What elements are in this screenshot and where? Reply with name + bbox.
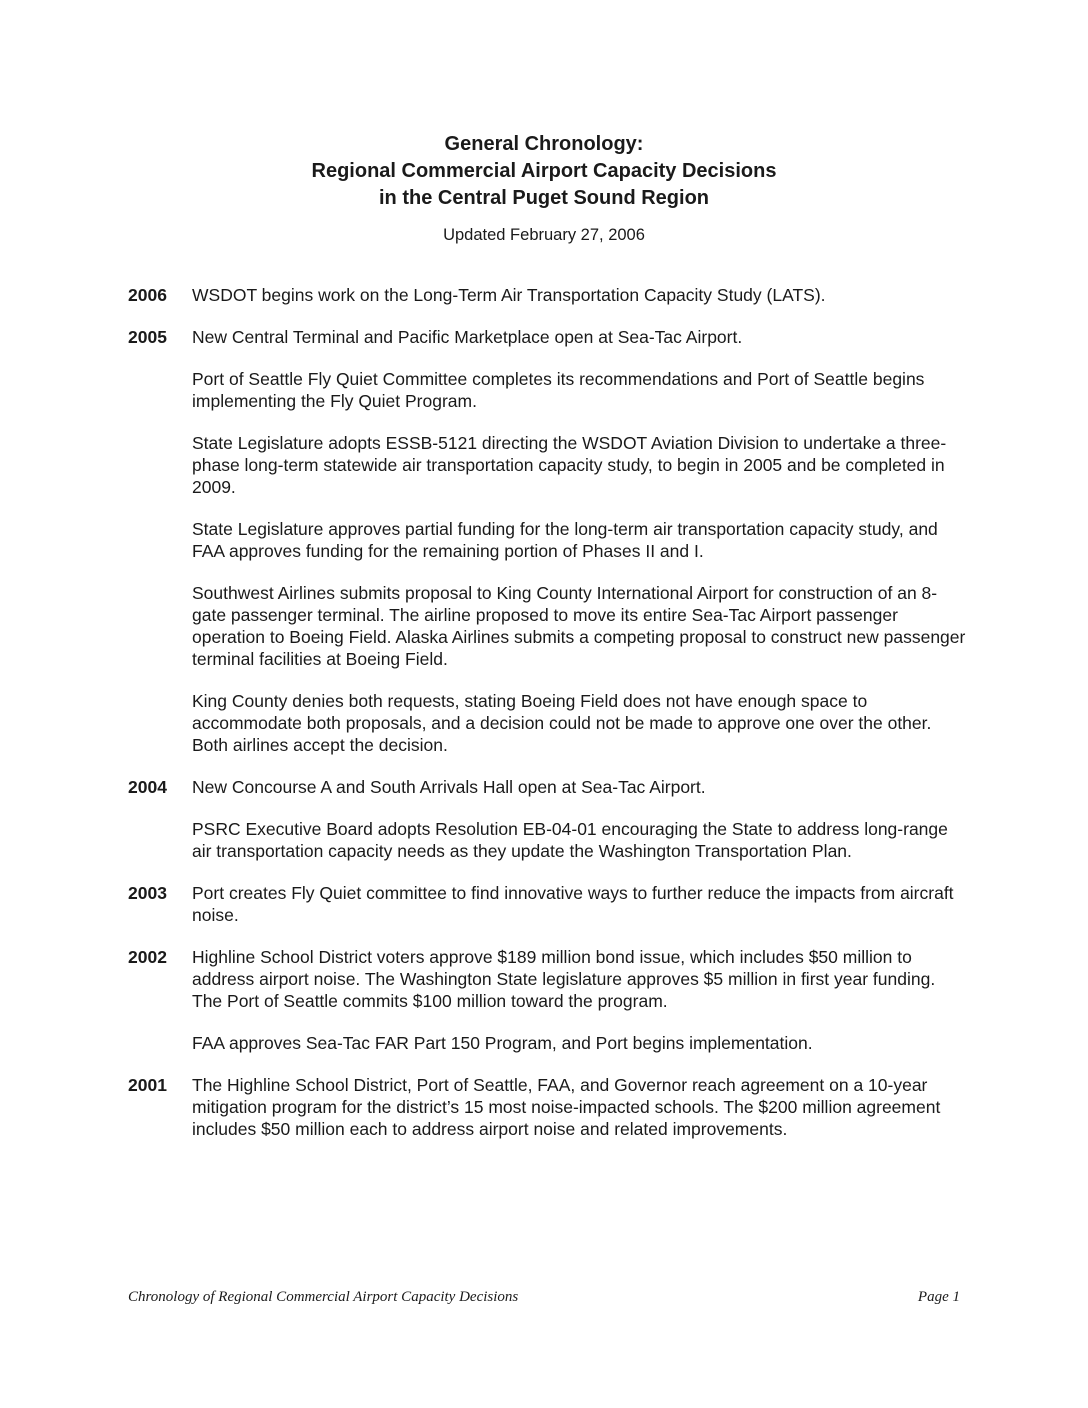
year-label: 2002 xyxy=(128,947,167,967)
chronology-entry: Highline School District voters approve $189 million bond issue, which includes $50 million to address airport noise. The Washington State legislature approves $5 million in first year funding. The Port of Seattle commits $100 million toward the program. xyxy=(192,947,936,1011)
year-label: 2001 xyxy=(128,1075,167,1095)
chronology-entry: PSRC Executive Board adopts Resolution EB-04-01 encouraging the State to address long-range air transportation capacity needs as they update the Washington Transportation Plan. xyxy=(192,819,948,861)
chronology-entry: New Concourse A and South Arrivals Hall open at Sea-Tac Airport. xyxy=(192,777,706,797)
chronology-list xyxy=(128,284,968,1160)
title-block xyxy=(0,131,1088,245)
year-group-2002 xyxy=(128,946,968,1054)
year-entries xyxy=(192,284,968,306)
chronology-entry: State Legislature adopts ESSB-5121 directing the WSDOT Aviation Division to undertake a three-phase long-term statewide air transportation capacity study, to begin in 2005 and be completed in 2009. xyxy=(192,433,947,497)
chronology-entry: State Legislature approves partial funding for the long-term air transportation capacity study, and FAA approves funding for the remaining portion of Phases II and I. xyxy=(192,519,938,561)
document-title-line-1: General Chronology: xyxy=(444,133,644,155)
year-entries xyxy=(192,776,968,862)
chronology-entry: FAA approves Sea-Tac FAR Part 150 Program, and Port begins implementation. xyxy=(192,1033,813,1053)
document-title-line-2: Regional Commercial Airport Capacity Decisions xyxy=(311,160,777,182)
year-entries xyxy=(192,326,968,756)
year-label: 2005 xyxy=(128,327,167,347)
year-label: 2006 xyxy=(128,285,167,305)
chronology-entry: Port creates Fly Quiet committee to find innovative ways to further reduce the impacts from aircraft noise. xyxy=(192,883,954,925)
updated-date: Updated February 27, 2006 xyxy=(443,226,645,244)
year-group-2005 xyxy=(128,326,968,756)
chronology-entry: King County denies both requests, stating Boeing Field does not have enough space to accommodate both proposals, and a decision could not be made to approve one over the other. Both airlines accept the decision. xyxy=(192,691,932,755)
chronology-entry: New Central Terminal and Pacific Marketplace open at Sea-Tac Airport. xyxy=(192,327,743,347)
year-group-2003 xyxy=(128,882,968,926)
chronology-entry: Port of Seattle Fly Quiet Committee completes its recommendations and Port of Seattle begins implementing the Fly Quiet Program. xyxy=(192,369,925,411)
chronology-entry: The Highline School District, Port of Seattle, FAA, and Governor reach agreement on a 10-year mitigation program for the district’s 15 most noise-impacted schools. The $200 million agreement includes $50 million each to address airport noise and related improvements. xyxy=(192,1075,941,1139)
year-entries xyxy=(192,946,968,1054)
chronology-entry: Southwest Airlines submits proposal to King County International Airport for construction of an 8-gate passenger terminal. The airline proposed to move its entire Sea-Tac Airport passenger operation to Boeing Field. Alaska Airlines submits a competing proposal to construct new passenger terminal facilities at Boeing Field. xyxy=(192,583,966,669)
year-label: 2003 xyxy=(128,883,167,903)
chronology-entry: WSDOT begins work on the Long-Term Air Transportation Capacity Study (LATS). xyxy=(192,285,826,305)
year-group-2001 xyxy=(128,1074,968,1140)
year-group-2004 xyxy=(128,776,968,862)
footer-document-title: Chronology of Regional Commercial Airport Capacity Decisions xyxy=(128,1289,519,1305)
document-title-line-3: in the Central Puget Sound Region xyxy=(379,187,709,209)
year-group-2006 xyxy=(128,284,968,306)
year-label: 2004 xyxy=(128,777,167,797)
footer-page-number: Page 1 xyxy=(917,1289,960,1305)
year-entries xyxy=(192,882,968,926)
year-entries xyxy=(192,1074,968,1140)
